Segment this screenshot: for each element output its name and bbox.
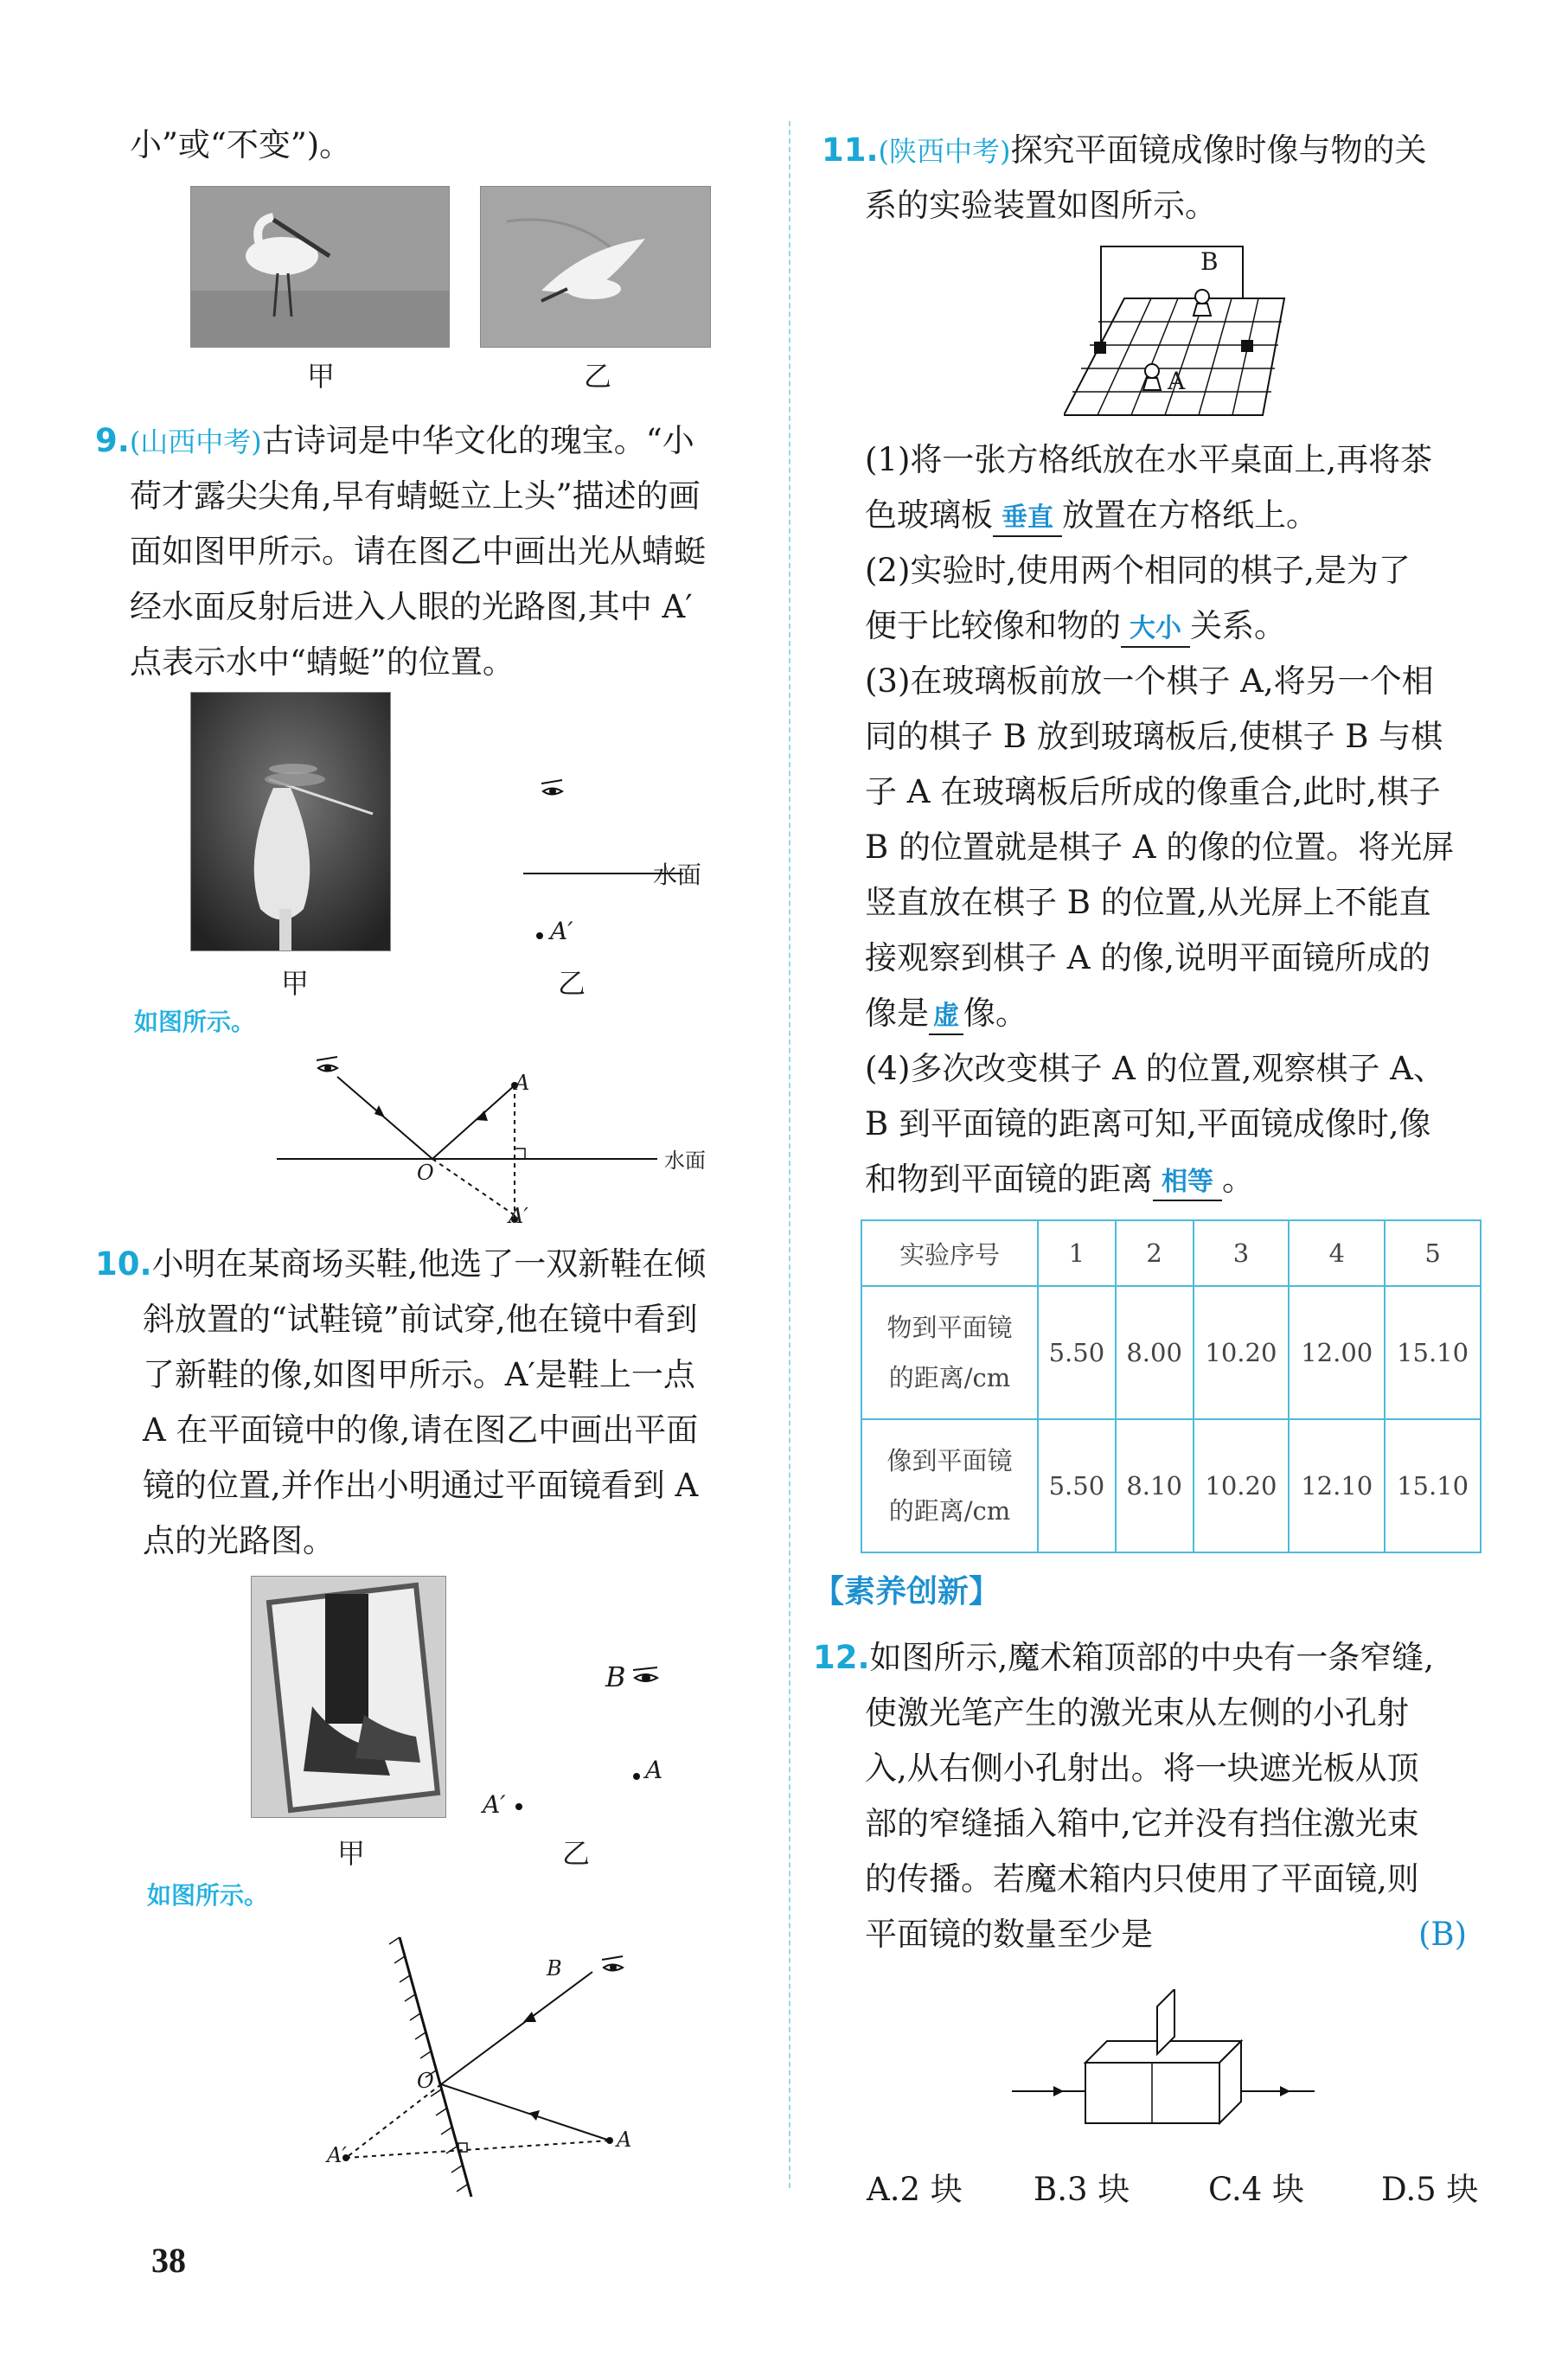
point-a-prime (536, 932, 543, 939)
q9-ans-a-label: A (515, 1071, 530, 1095)
q12-line-4: 部的窄缝插入箱中,它并没有挡住激光束 (865, 1805, 1419, 1842)
section-title: 【素养创新】 (813, 1574, 1001, 1609)
q9-problem-diagram (424, 770, 683, 899)
q10-line-4: A 在平面镜中的像,请在图乙中画出平面 (143, 1411, 699, 1449)
q12-option-b: B.3 块 (1034, 2171, 1130, 2208)
q10-line-2: 斜放置的“试鞋镜”前试穿,他在镜中看到 (143, 1301, 698, 1338)
q11-fig-b-label: B (1200, 247, 1219, 276)
q10-a-label: A (645, 1756, 663, 1784)
table-cell: 3 (1194, 1220, 1290, 1286)
eye-icon (317, 1057, 337, 1072)
q12-line-2: 使激光笔产生的激光束从左侧的小孔射 (865, 1694, 1409, 1731)
q12-answer: (B) (1418, 1916, 1468, 1953)
q11-p3-line-1: (3)在玻璃板前放一个棋子 A,将另一个相 (865, 662, 1434, 700)
q9-line-3: 面如图甲所示。请在图乙中画出光从蜻蜓 (130, 533, 706, 570)
q11-p2-pre: 便于比较像和物的 (865, 607, 1121, 644)
table-cell: 5 (1385, 1220, 1481, 1286)
q9-caption-a: 甲 (281, 967, 310, 1000)
q12-text-1: 如图所示,魔术箱顶部的中央有一条窄缝, (869, 1639, 1435, 1676)
q11-answer-3: 虚 (929, 999, 963, 1035)
table-cell: 5.50 (1038, 1419, 1116, 1552)
q10-number: 10. (95, 1245, 152, 1283)
q9-line-5: 点表示水中“蜻蜓”的位置。 (130, 643, 515, 681)
eye-icon (631, 1664, 666, 1690)
reflected-ray (337, 1077, 432, 1159)
q11-p2-line-1: (2)实验时,使用两个相同的棋子,是为了 (865, 552, 1411, 589)
perpendicular-line (346, 2141, 610, 2158)
table-header-row (861, 1220, 1481, 1286)
q9-answer-note: 如图所示。 (134, 1008, 256, 1036)
q10-line-3: 了新鞋的像,如图甲所示。A′是鞋上一点 (143, 1356, 695, 1393)
q9-source: (山西中考) (129, 426, 262, 458)
page-number: 38 (151, 2241, 186, 2280)
q10-ans-o-label: O (417, 2069, 434, 2093)
q8-line-tail: 小”或“不变”)。 (130, 126, 352, 163)
row1-label-1: 物到平面镜 (886, 1313, 1013, 1342)
q11-p3-line-6: 接观察到棋子 A 的像,说明平面镜所成的 (865, 939, 1431, 976)
q11-p3-post: 像。 (963, 995, 1027, 1032)
q11-fig-a-label: A (1168, 367, 1186, 395)
plane-mirror (389, 1937, 471, 2197)
q12-line-3: 入,从右侧小孔射出。将一块遮光板从顶 (865, 1750, 1419, 1787)
q12-magic-box-diagram (1012, 1989, 1341, 2145)
incident-ray (432, 1085, 515, 1159)
q11-p3-line-3: 子 A 在玻璃板后所成的像重合,此时,棋子 (865, 773, 1441, 810)
table-cell: 实验序号 (861, 1220, 1038, 1286)
q10-line-1 (95, 1237, 706, 1292)
grid-paper (1064, 298, 1284, 415)
q11-answer-1: 垂直 (993, 501, 1062, 537)
q11-p1-line-1: (1)将一张方格纸放在水平桌面上,再将茶 (865, 441, 1433, 478)
q11-p4-line-3 (865, 1152, 1254, 1207)
q8-caption-b: 乙 (584, 360, 612, 393)
table-cell: 10.20 (1194, 1286, 1290, 1419)
q10-line-6: 点的光路图。 (143, 1522, 335, 1559)
magic-box (1085, 2041, 1241, 2123)
spoonbill-flying-photo (480, 186, 711, 348)
reflected-ray (441, 1972, 592, 2084)
table-cell: 5.50 (1038, 1286, 1116, 1419)
q10-answer-note: 如图所示。 (147, 1881, 269, 1910)
dragonfly-lotus-photo (190, 692, 391, 951)
table-row (861, 1286, 1481, 1419)
q10-ans-a-prime-label: A′ (327, 2143, 347, 2167)
q11-p4-post: 。 (1222, 1161, 1254, 1198)
table-cell: 8.10 (1116, 1419, 1194, 1552)
q9-text-1: 古诗词是中华文化的瑰宝。“小 (261, 422, 694, 459)
table-cell: 1 (1038, 1220, 1116, 1286)
row2-label-1: 像到平面镜 (886, 1446, 1013, 1475)
q11-number: 11. (822, 131, 879, 169)
q11-data-table (861, 1219, 1482, 1553)
spoonbill-standing-photo (190, 186, 450, 348)
q9-number: 9. (95, 422, 130, 459)
table-cell: 4 (1289, 1220, 1385, 1286)
q12-option-d: D.5 块 (1381, 2171, 1479, 2208)
table-row-label (861, 1286, 1038, 1419)
q9-line-4: 经水面反射后进入人眼的光路图,其中 A′ (130, 588, 693, 625)
eye-icon (541, 780, 562, 795)
q11-line-1 (822, 123, 1427, 179)
q9-water-label: 水面 (653, 861, 702, 889)
q11-p2-line-2 (865, 598, 1286, 654)
q12-number: 12. (813, 1639, 870, 1676)
q12-line-1 (813, 1630, 1434, 1686)
q10-caption-a: 甲 (337, 1837, 366, 1870)
q12-option-a: A.2 块 (867, 2171, 963, 2208)
q11-source: (陕西中考) (878, 135, 1011, 168)
q10-b-label: B (605, 1661, 626, 1693)
q10-text-1: 小明在某商场买鞋,他选了一双新鞋在倾 (151, 1245, 707, 1283)
point-a (633, 1773, 640, 1780)
q10-ans-a-label: A (617, 2128, 632, 2152)
table-cell: 8.00 (1116, 1286, 1194, 1419)
table-cell: 15.10 (1385, 1286, 1481, 1419)
table-row (861, 1419, 1481, 1552)
q11-p4-pre: 和物到平面镜的距离 (865, 1161, 1153, 1198)
incident-ray (441, 2084, 610, 2141)
q11-p3-line-4: B 的位置就是棋子 A 的像的位置。将光屏 (865, 829, 1455, 866)
q11-p3-line-2: 同的棋子 B 放到玻璃板后,使棋子 B 与棋 (865, 718, 1443, 755)
table-cell: 12.10 (1289, 1419, 1385, 1552)
q9-ans-o-label: O (417, 1161, 434, 1185)
shoe-mirror-photo (251, 1576, 446, 1818)
q10-line-5: 镜的位置,并作出小明通过平面镜看到 A (143, 1467, 699, 1504)
q9-ans-a-prime-label: A′ (509, 1204, 528, 1228)
q11-intro-2: 系的实验装置如图所示。 (865, 187, 1217, 224)
table-cell: 10.20 (1194, 1419, 1290, 1552)
q9-a-prime-label: A′ (550, 917, 573, 945)
q11-p3-pre: 像是 (865, 995, 929, 1032)
q10-answer-diagram (329, 1929, 692, 2205)
table-cell: 2 (1116, 1220, 1194, 1286)
q10-a-prime-label: A′ (483, 1790, 506, 1819)
q12-option-c: C.4 块 (1208, 2171, 1305, 2208)
q10-caption-b: 乙 (562, 1837, 591, 1870)
q11-answer-4: 相等 (1153, 1165, 1222, 1201)
q9-caption-b: 乙 (558, 967, 586, 1000)
q9-line-1 (95, 413, 694, 470)
table-cell: 15.10 (1385, 1419, 1481, 1552)
row2-label-2: 的距离/cm (888, 1496, 1011, 1526)
q12-line-5: 的传播。若魔术箱内只使用了平面镜,则 (865, 1860, 1419, 1897)
row1-label-2: 的距离/cm (888, 1363, 1011, 1392)
q11-p2-post: 关系。 (1190, 607, 1286, 644)
q11-p4-line-2: B 到平面镜的距离可知,平面镜成像时,像 (865, 1105, 1431, 1142)
table-row-label (861, 1419, 1038, 1552)
q9-answer-diagram (277, 1046, 683, 1245)
q9-ans-water-label: 水面 (664, 1149, 706, 1173)
q11-intro-1: 探究平面镜成像时像与物的关 (1010, 131, 1427, 169)
point-a-prime (515, 1803, 522, 1810)
table-cell: 12.00 (1289, 1286, 1385, 1419)
q12-line-6: 平面镜的数量至少是 (865, 1916, 1153, 1953)
q11-p3-line-5: 竖直放在棋子 B 的位置,从光屏上不能直 (865, 884, 1431, 921)
eye-icon (602, 1956, 623, 1971)
q11-answer-2: 大小 (1121, 611, 1190, 648)
q11-p4-line-1: (4)多次改变棋子 A 的位置,观察棋子 A、 (865, 1050, 1445, 1087)
q10-ans-b-label: B (547, 1956, 562, 1981)
q11-p1-post: 放置在方格纸上。 (1062, 496, 1318, 534)
q11-p1-line-2 (865, 488, 1318, 543)
virtual-ray (346, 2084, 441, 2158)
q11-p3-line-7 (865, 986, 1027, 1041)
q8-caption-a: 甲 (307, 360, 336, 393)
q11-p1-pre: 色玻璃板 (865, 496, 993, 534)
virtual-ray (432, 1159, 515, 1215)
q9-line-2: 荷才露尖尖角,早有蜻蜓立上头”描述的画 (130, 477, 701, 515)
column-divider (789, 121, 790, 2188)
